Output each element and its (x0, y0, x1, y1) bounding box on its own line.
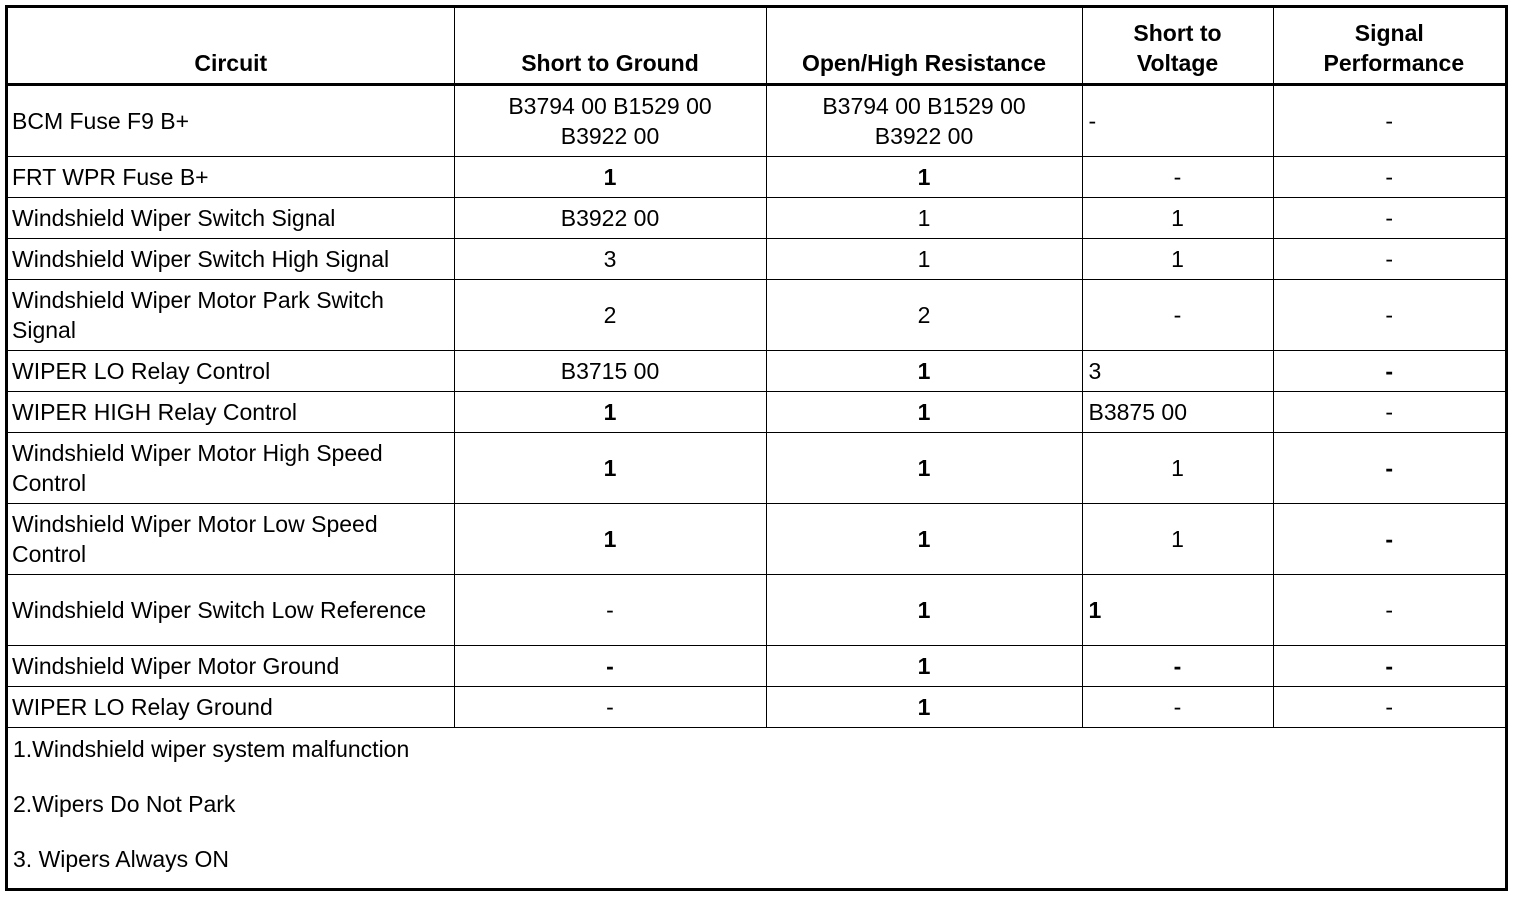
circuit-cell: WIPER LO Relay Control (8, 351, 454, 392)
circuit-cell: BCM Fuse F9 B+ (8, 85, 454, 157)
short-to-ground-cell: 1 (454, 392, 766, 433)
signal-performance-cell: - (1273, 85, 1505, 157)
short-to-ground-cell: B3922 00 (454, 198, 766, 239)
open-high-resistance-cell: 2 (766, 280, 1082, 351)
header-open-high-resistance: Open/High Resistance (766, 8, 1082, 85)
table-row (8, 392, 1505, 433)
table-row (8, 351, 1505, 392)
open-high-resistance-cell: 1 (766, 239, 1082, 280)
header-short-to-voltage: Short to Voltage (1082, 8, 1273, 85)
notes-cell (8, 728, 1505, 899)
signal-performance-cell: - (1273, 687, 1505, 728)
header-row (8, 8, 1505, 85)
table-row (8, 687, 1505, 728)
signal-performance-cell: - (1273, 239, 1505, 280)
short-to-voltage-cell: - (1082, 280, 1273, 351)
short-to-ground-cell: - (454, 575, 766, 646)
notes-row (8, 728, 1505, 899)
open-high-resistance-cell: 1 (766, 687, 1082, 728)
signal-performance-cell: - (1273, 646, 1505, 687)
signal-performance-cell: - (1273, 575, 1505, 646)
table-row (8, 646, 1505, 687)
circuit-cell: Windshield Wiper Motor Low Speed Control (8, 504, 454, 575)
signal-performance-cell: - (1273, 351, 1505, 392)
open-high-resistance-cell: 1 (766, 646, 1082, 687)
circuit-cell: WIPER HIGH Relay Control (8, 392, 454, 433)
short-to-voltage-cell: B3875 00 (1082, 392, 1273, 433)
short-to-ground-cell: 1 (454, 157, 766, 198)
short-to-voltage-cell: - (1082, 646, 1273, 687)
short-to-voltage-cell: - (1082, 85, 1273, 157)
table-row (8, 575, 1505, 646)
table-row (8, 280, 1505, 351)
circuit-cell: Windshield Wiper Switch Low Reference (8, 575, 454, 646)
diagnostic-table-frame (5, 5, 1508, 891)
table-row (8, 504, 1505, 575)
note-1: 1.Windshield wiper system malfunction (13, 734, 1505, 789)
circuit-cell: Windshield Wiper Motor High Speed Control (8, 433, 454, 504)
circuit-cell: Windshield Wiper Motor Park Switch Signal (8, 280, 454, 351)
signal-performance-cell: - (1273, 157, 1505, 198)
open-high-resistance-cell: 1 (766, 392, 1082, 433)
signal-performance-cell: - (1273, 392, 1505, 433)
circuit-cell: Windshield Wiper Motor Ground (8, 646, 454, 687)
circuit-dtc-table (8, 8, 1505, 899)
short-to-ground-cell: 1 (454, 433, 766, 504)
signal-performance-cell: - (1273, 280, 1505, 351)
short-to-ground-cell: 3 (454, 239, 766, 280)
open-high-resistance-cell: 1 (766, 157, 1082, 198)
table-row (8, 157, 1505, 198)
open-high-resistance-cell: 1 (766, 351, 1082, 392)
signal-performance-cell: - (1273, 198, 1505, 239)
circuit-cell: FRT WPR Fuse B+ (8, 157, 454, 198)
short-to-ground-cell: B3715 00 (454, 351, 766, 392)
short-to-voltage-cell: 1 (1082, 198, 1273, 239)
circuit-cell: WIPER LO Relay Ground (8, 687, 454, 728)
short-to-voltage-cell: 1 (1082, 504, 1273, 575)
note-2: 2.Wipers Do Not Park (13, 789, 1505, 844)
table-row (8, 85, 1505, 157)
short-to-ground-cell: 2 (454, 280, 766, 351)
short-to-voltage-cell: - (1082, 157, 1273, 198)
short-to-voltage-cell: 1 (1082, 575, 1273, 646)
signal-performance-cell: - (1273, 433, 1505, 504)
short-to-voltage-cell: 1 (1082, 239, 1273, 280)
open-high-resistance-cell: 1 (766, 575, 1082, 646)
circuit-cell: Windshield Wiper Switch Signal (8, 198, 454, 239)
short-to-voltage-cell: 1 (1082, 433, 1273, 504)
table-row (8, 239, 1505, 280)
short-to-voltage-cell: 3 (1082, 351, 1273, 392)
header-circuit: Circuit (8, 8, 454, 85)
note-3: 3. Wipers Always ON (13, 844, 1505, 899)
short-to-ground-cell: 1 (454, 504, 766, 575)
header-signal-performance: Signal Performance (1273, 8, 1505, 85)
open-high-resistance-cell: 1 (766, 433, 1082, 504)
short-to-ground-cell: - (454, 646, 766, 687)
open-high-resistance-cell: 1 (766, 198, 1082, 239)
short-to-voltage-cell: - (1082, 687, 1273, 728)
open-high-resistance-cell: B3794 00 B1529 00 B3922 00 (766, 85, 1082, 157)
short-to-ground-cell: - (454, 687, 766, 728)
header-short-to-ground: Short to Ground (454, 8, 766, 85)
short-to-ground-cell: B3794 00 B1529 00 B3922 00 (454, 85, 766, 157)
table-row (8, 433, 1505, 504)
table-row (8, 198, 1505, 239)
circuit-cell: Windshield Wiper Switch High Signal (8, 239, 454, 280)
signal-performance-cell: - (1273, 504, 1505, 575)
open-high-resistance-cell: 1 (766, 504, 1082, 575)
